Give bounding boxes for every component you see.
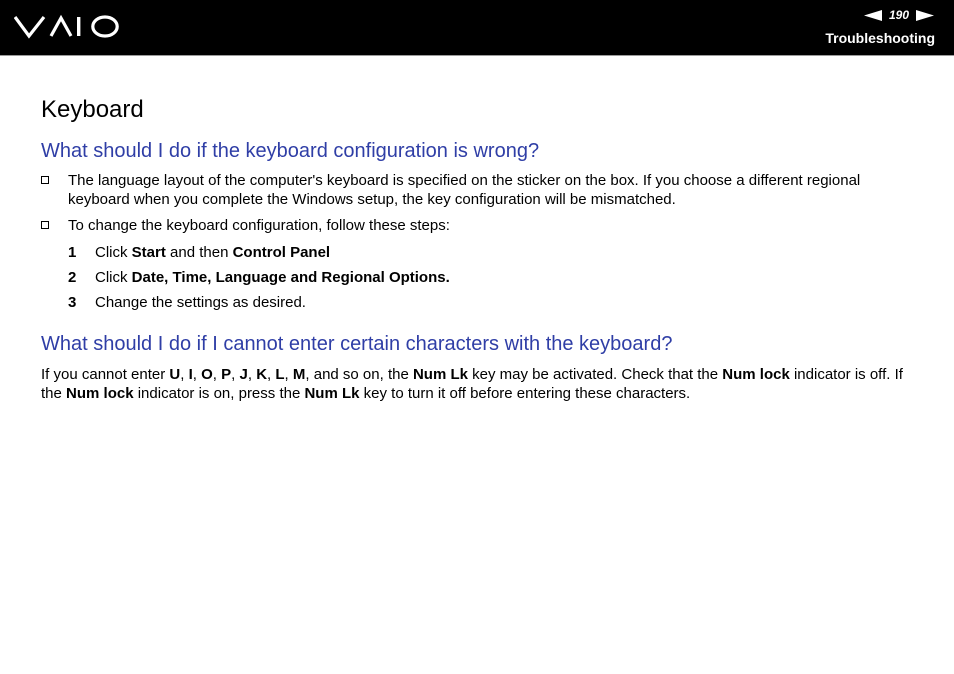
bullet-text: To change the keyboard configuration, follow these steps:	[68, 217, 450, 234]
section-heading-certain-characters: What should I do if I cannot enter certain characters with the keyboard?	[41, 333, 673, 355]
step-item	[41, 243, 921, 262]
checkbox-bullet-icon	[41, 221, 49, 229]
bold-key-text: P	[221, 366, 232, 383]
paragraph-text: If you cannot enter	[41, 366, 170, 383]
step-text: Change the settings as desired.	[95, 294, 306, 311]
bold-key-text: K	[256, 366, 268, 383]
step-number: 2	[68, 269, 77, 286]
bold-key-text: Num lock	[66, 385, 134, 402]
paragraph-text: ,	[192, 366, 202, 383]
bullet-list	[41, 171, 921, 235]
bullet-text: The language layout of the computer's keyboard is specified on the sticker on the box. If you choose a different regional keyboard when you complete the Windows setup, the key configuration will be mismatched.	[68, 172, 861, 208]
paragraph-text: ,	[231, 366, 240, 383]
bullet-item	[41, 216, 921, 235]
paragraph-text: ,	[284, 366, 293, 383]
paragraph-text: ,	[180, 366, 189, 383]
step-item	[41, 268, 921, 287]
bold-key-text: J	[239, 366, 248, 383]
bold-key-text: O	[201, 366, 213, 383]
bold-key-text: Num Lk	[412, 366, 468, 383]
bold-key-text: Num Lk	[304, 385, 360, 402]
step-text: Click Date, Time, Language and Regional Options.	[95, 269, 450, 286]
next-page-arrow-icon[interactable]	[916, 10, 934, 21]
paragraph-text: ,	[267, 366, 276, 383]
bold-key-text: M	[292, 366, 306, 383]
page-navigation	[864, 7, 934, 23]
bold-key-text: L	[275, 366, 285, 383]
section-label: Troubleshooting	[825, 30, 935, 46]
vaio-logo	[14, 14, 120, 45]
bold-key-text: Num lock	[722, 366, 790, 383]
paragraph-text: key may be activated. Check that the	[467, 366, 723, 383]
page-title: Keyboard	[41, 96, 144, 123]
steps-list	[41, 243, 921, 312]
step-number: 1	[68, 244, 77, 261]
step-text: Click Start and then Control Panel	[95, 244, 331, 261]
page-header	[0, 0, 954, 56]
num-lock-paragraph	[41, 365, 921, 403]
paragraph-text: key to turn it off before entering these characters.	[359, 385, 691, 402]
paragraph-text: indicator is on, press the	[133, 385, 305, 402]
section-heading-keyboard-configuration: What should I do if the keyboard configuration is wrong?	[41, 140, 540, 162]
bullet-item	[41, 171, 921, 209]
checkbox-bullet-icon	[41, 176, 49, 184]
step-number: 3	[68, 294, 77, 311]
previous-page-arrow-icon[interactable]	[864, 10, 882, 21]
step-item	[41, 293, 921, 312]
page-number: 190	[888, 8, 909, 22]
paragraph-text: ,	[247, 366, 257, 383]
paragraph-text: ,	[212, 366, 222, 383]
bold-key-text: I	[188, 366, 193, 383]
bold-key-text: U	[169, 366, 181, 383]
page-content	[41, 96, 921, 403]
paragraph-text: indicator is off. If the	[41, 366, 903, 402]
paragraph-text: , and so on, the	[305, 366, 413, 383]
